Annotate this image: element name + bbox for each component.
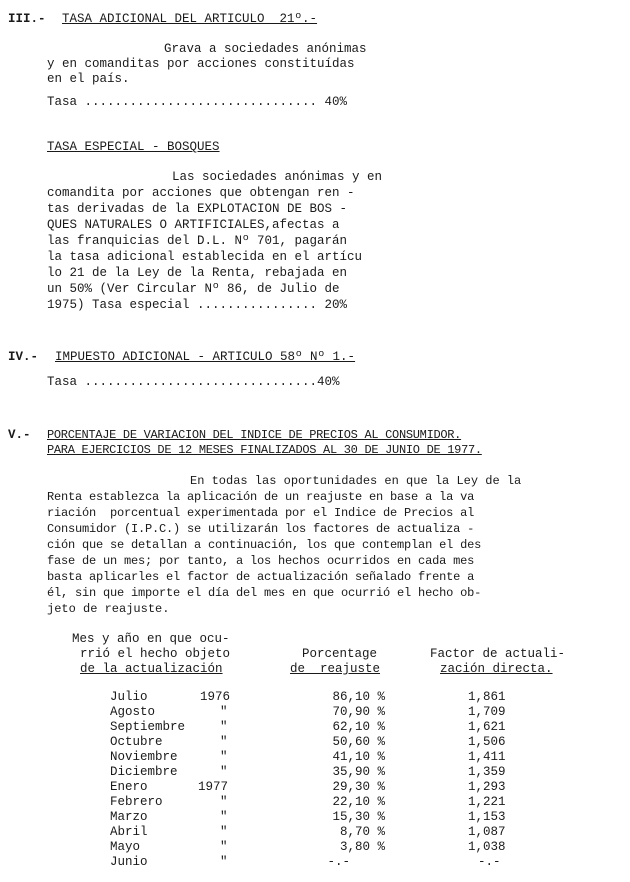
table-row: [0, 750, 630, 765]
row-month: Septiembre: [110, 720, 186, 734]
table-row: [0, 855, 630, 870]
row-month: Noviembre: [110, 750, 178, 764]
row-factor: 1,038: [468, 840, 506, 854]
table-row: [0, 795, 630, 810]
row-month: Julio: [110, 690, 148, 704]
section-5-para-line: basta aplicarles el factor de actualización señalado frente a: [47, 570, 475, 584]
table-header-col1-line: rrió el hecho objeto: [80, 647, 231, 661]
row-month: Agosto: [110, 705, 156, 719]
table-header-col1-line: Mes y año en que ocu-: [72, 632, 230, 646]
section-5-para-line: ción que se detallan a continuación, los que contemplan el des: [47, 538, 482, 552]
row-factor: 1,087: [468, 825, 506, 839]
row-year: ": [220, 765, 228, 779]
row-year: 1976: [200, 690, 231, 704]
row-factor: 1,359: [468, 765, 506, 779]
tasa-especial-line: la tasa adicional establecida en el artícu: [47, 250, 363, 264]
row-percentage: 62,10 %: [332, 720, 385, 734]
tasa-especial-line: 1975) Tasa especial ................ 20%: [47, 298, 348, 312]
row-factor: -.-: [478, 855, 501, 869]
row-year: ": [220, 855, 228, 869]
table-row: [0, 720, 630, 735]
row-year: ": [220, 705, 228, 719]
row-month: Junio: [110, 855, 148, 869]
table-row: [0, 765, 630, 780]
section-4-number: IV.-: [8, 350, 39, 364]
tasa-especial-line: comandita por acciones que obtengan ren -: [47, 186, 355, 200]
section-5-title-line1: PORCENTAJE DE VARIACION DEL INDICE DE PRECIOS AL CONSUMIDOR.: [47, 428, 462, 442]
row-factor: 1,709: [468, 705, 506, 719]
table-header-col3-line: Factor de actuali-: [430, 647, 566, 661]
section-4-title: IMPUESTO ADICIONAL - ARTICULO 58º Nº 1.-: [55, 350, 356, 364]
row-year: ": [220, 825, 228, 839]
row-month: Diciembre: [110, 765, 178, 779]
section-5-para-line: fase de un mes; por tanto, a los hechos ocurridos en cada mes: [47, 554, 475, 568]
row-percentage: 8,70 %: [339, 825, 385, 839]
row-month: Abril: [110, 825, 148, 839]
row-percentage: 41,10 %: [332, 750, 385, 764]
table-header-col2-line: Porcentage: [302, 647, 378, 661]
section-5-title-line2: PARA EJERCICIOS DE 12 MESES FINALIZADOS AL 30 DE JUNIO DE 1977.: [47, 443, 482, 457]
table-row: [0, 735, 630, 750]
section-3-para-line: en el país.: [47, 72, 130, 86]
row-percentage: -.-: [327, 855, 350, 869]
row-month: Octubre: [110, 735, 163, 749]
table-row: [0, 705, 630, 720]
table-row: [0, 780, 630, 795]
row-percentage: 50,60 %: [332, 735, 385, 749]
row-factor: 1,411: [468, 750, 506, 764]
section-5-para-line: Renta establezca la aplicación de un reajuste en base a la va: [47, 490, 475, 504]
row-percentage: 86,10 %: [332, 690, 385, 704]
row-year: ": [220, 810, 228, 824]
row-month: Febrero: [110, 795, 163, 809]
tasa-especial-line: un 50% (Ver Circular Nº 86, de Julio de: [47, 282, 340, 296]
row-factor: 1,506: [468, 735, 506, 749]
row-month: Mayo: [110, 840, 141, 854]
row-percentage: 3,80 %: [339, 840, 385, 854]
tasa-especial-line: QUES NATURALES O ARTIFICIALES,afectas a: [47, 218, 340, 232]
row-year: ": [220, 735, 228, 749]
tasa-especial-line: tas derivadas de la EXPLOTACION DE BOS -: [47, 202, 348, 216]
row-year: ": [220, 840, 228, 854]
row-percentage: 15,30 %: [332, 810, 385, 824]
row-year: ": [220, 720, 228, 734]
row-month: Enero: [110, 780, 148, 794]
row-factor: 1,221: [468, 795, 506, 809]
row-year: ": [220, 750, 228, 764]
table-header-col3-line: zación directa.: [440, 662, 553, 676]
row-factor: 1,861: [468, 690, 506, 704]
row-percentage: 35,90 %: [332, 765, 385, 779]
row-percentage: 29,30 %: [332, 780, 385, 794]
tasa-especial-title: TASA ESPECIAL - BOSQUES: [47, 140, 220, 154]
row-percentage: 70,90 %: [332, 705, 385, 719]
section-3-para-line: y en comanditas por acciones constituídas: [47, 57, 355, 71]
tasa-especial-line: Las sociedades anónimas y en: [172, 170, 383, 184]
section-3-tasa-line: Tasa ............................... 40%: [47, 95, 348, 109]
section-5-para-line: jeto de reajuste.: [47, 602, 170, 616]
row-month: Marzo: [110, 810, 148, 824]
section-4-tasa-line: Tasa ...............................40%: [47, 375, 340, 389]
section-3-number: III.-: [8, 12, 46, 26]
section-5-para-line: Consumidor (I.P.C.) se utilizarán los factores de actualiza -: [47, 522, 475, 536]
row-year: 1977: [198, 780, 229, 794]
row-year: ": [220, 795, 228, 809]
row-factor: 1,293: [468, 780, 506, 794]
table-row: [0, 840, 630, 855]
table-row: [0, 810, 630, 825]
section-5-number: V.-: [8, 428, 31, 442]
table-header-col2-line: de reajuste: [290, 662, 381, 676]
section-5-para-line: riación porcentual experimentada por el Indice de Precios al: [47, 506, 475, 520]
tasa-especial-line: lo 21 de la Ley de la Renta, rebajada en: [47, 266, 348, 280]
table-header-col1-line: de la actualización: [80, 662, 223, 676]
tasa-especial-line: las franquicias del D.L. Nº 701, pagarán: [47, 234, 348, 248]
section-5-para-line: En todas las oportunidades en que la Ley de la: [190, 474, 522, 488]
row-factor: 1,621: [468, 720, 506, 734]
row-factor: 1,153: [468, 810, 506, 824]
table-row: [0, 825, 630, 840]
section-3-title: TASA ADICIONAL DEL ARTICULO 21º.-: [62, 12, 318, 26]
row-percentage: 22,10 %: [332, 795, 385, 809]
section-3-para-line: Grava a sociedades anónimas: [164, 42, 367, 56]
section-5-para-line: él, sin que importe el día del mes en que ocurrió el hecho ob-: [47, 586, 482, 600]
table-row: [0, 690, 630, 705]
